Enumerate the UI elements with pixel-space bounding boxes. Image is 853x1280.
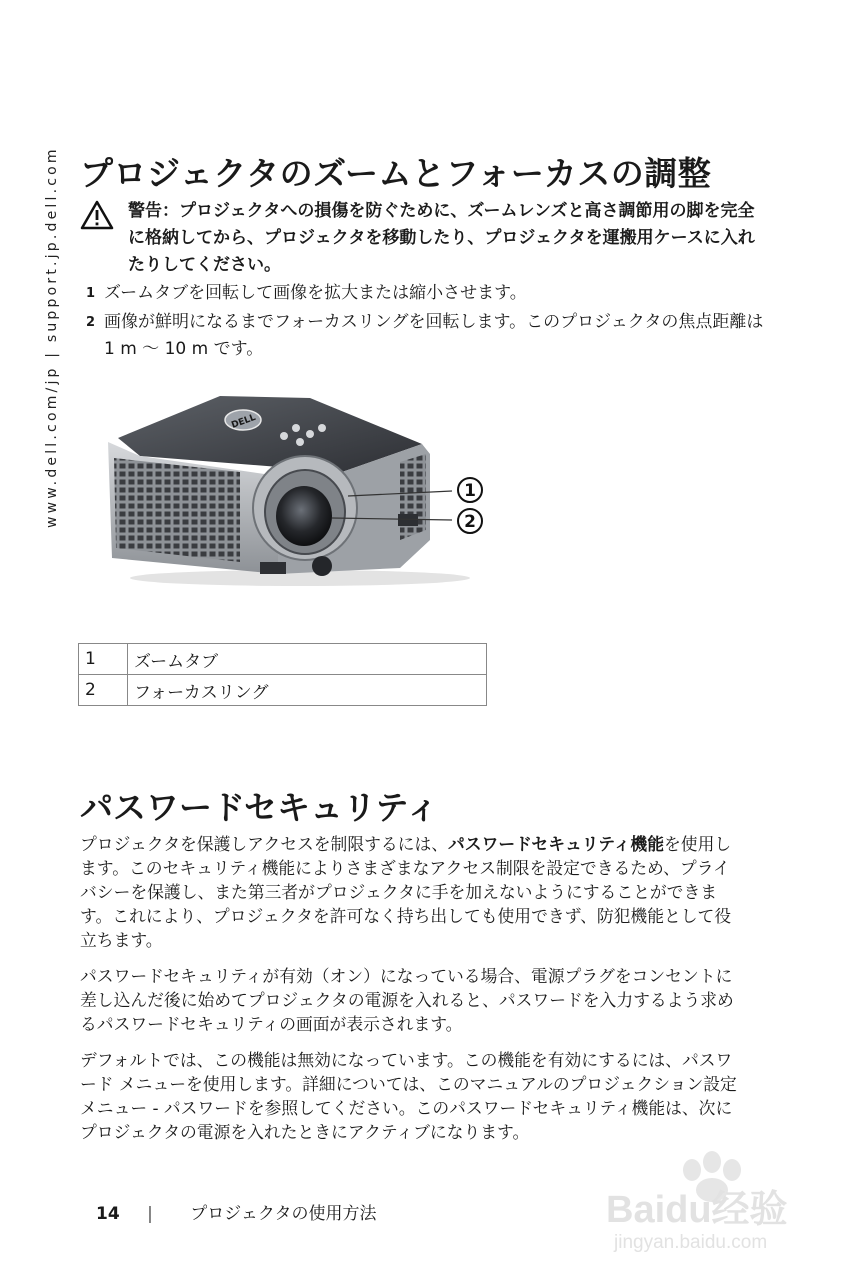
warning-label: 警告： (128, 201, 179, 221)
projector-foot (260, 562, 286, 574)
front-vent-grille (114, 458, 240, 562)
section-title-password: パスワードセキュリティ (80, 788, 439, 827)
part-number: 1 (79, 644, 128, 675)
step-item (86, 309, 766, 363)
projector-foot (398, 514, 418, 526)
step-number: 1 (86, 286, 96, 301)
password-section-body (80, 832, 742, 1156)
paragraph (80, 832, 742, 952)
warning-note (80, 198, 760, 279)
watermark-brand: Baidu经验 (606, 1189, 788, 1231)
ir-sensor (312, 556, 332, 576)
control-button (318, 424, 326, 432)
side-vent (400, 454, 426, 540)
projector-lens (276, 486, 332, 546)
part-number: 2 (79, 675, 128, 706)
step-list (86, 280, 766, 365)
section-title-zoom-focus: プロジェクタのズームとフォーカスの調整 (80, 154, 712, 193)
table-row (79, 675, 487, 706)
parts-legend-table (78, 643, 487, 706)
warning-icon (80, 200, 114, 230)
control-button (292, 424, 300, 432)
control-button (280, 432, 288, 440)
projector-figure (100, 390, 500, 590)
step-item (86, 280, 766, 307)
paragraph-text: を使用します。このセキュリティ機能によりさまざまなアクセス制限を設定できるため、プライバシーを保護し、また第三者がプロジェクタに手を加えないようにすることができます。これにより、プロジェクタを許可なく持ち出しても使用できず、防犯機能として役立ちます。 (80, 834, 732, 950)
paragraph: パスワードセキュリティが有効（オン）になっている場合、電源プラグをコンセントに差し込んだ後に始めてプロジェクタの電源を入れると、パスワードを入力するよう求めるパスワードセキュリティの画面が表示されます。 (80, 966, 734, 1034)
warning-body: プロジェクタへの損傷を防ぐために、ズームレンズと高さ調節用の脚を完全に格納してから、プロジェクタを移動したり、プロジェクタを運搬用ケースに入れたりしてください。 (128, 201, 755, 275)
page-number: 14 (96, 1204, 120, 1224)
paragraph: デフォルトでは、この機能は無効になっています。この機能を有効にするには、パスワード メニューを使用します。詳細については、このマニュアルのプロジェクション設定メニュー - パスワードを参照してください。このパスワードセキュリティ機能は、次にプロジェクタの電源を入れたときにアクティブになります。 (80, 1050, 737, 1142)
step-number: 2 (86, 315, 96, 330)
footer-separator: | (147, 1204, 153, 1224)
part-label: ズームタブ (128, 644, 487, 675)
baidu-watermark (600, 1148, 840, 1258)
warning-text (128, 198, 760, 279)
sidebar-url: www.dell.com/jp | support.jp.dell.com (44, 146, 60, 528)
control-button (296, 438, 304, 446)
dell-logo-text: DELL (230, 412, 258, 431)
table-row (79, 644, 487, 675)
paragraph-text: プロジェクタを保護しアクセスを制限するには、 (80, 834, 449, 854)
control-button (306, 430, 314, 438)
page-footer (96, 1199, 377, 1224)
watermark-url: jingyan.baidu.com (614, 1232, 768, 1253)
callout-number-1: 1 (464, 481, 476, 501)
chapter-title: プロジェクタの使用方法 (190, 1204, 377, 1224)
step-text: ズームタブを回転して画像を拡大または縮小させます。 (104, 283, 527, 303)
paragraph-emphasis: パスワードセキュリティ機能 (448, 834, 664, 854)
part-label: フォーカスリング (128, 675, 487, 706)
step-text: 画像が鮮明になるまでフォーカスリングを回転します。このプロジェクタの焦点距離は 1 m 〜 10 m です。 (104, 312, 764, 359)
callout-number-2: 2 (464, 512, 476, 532)
